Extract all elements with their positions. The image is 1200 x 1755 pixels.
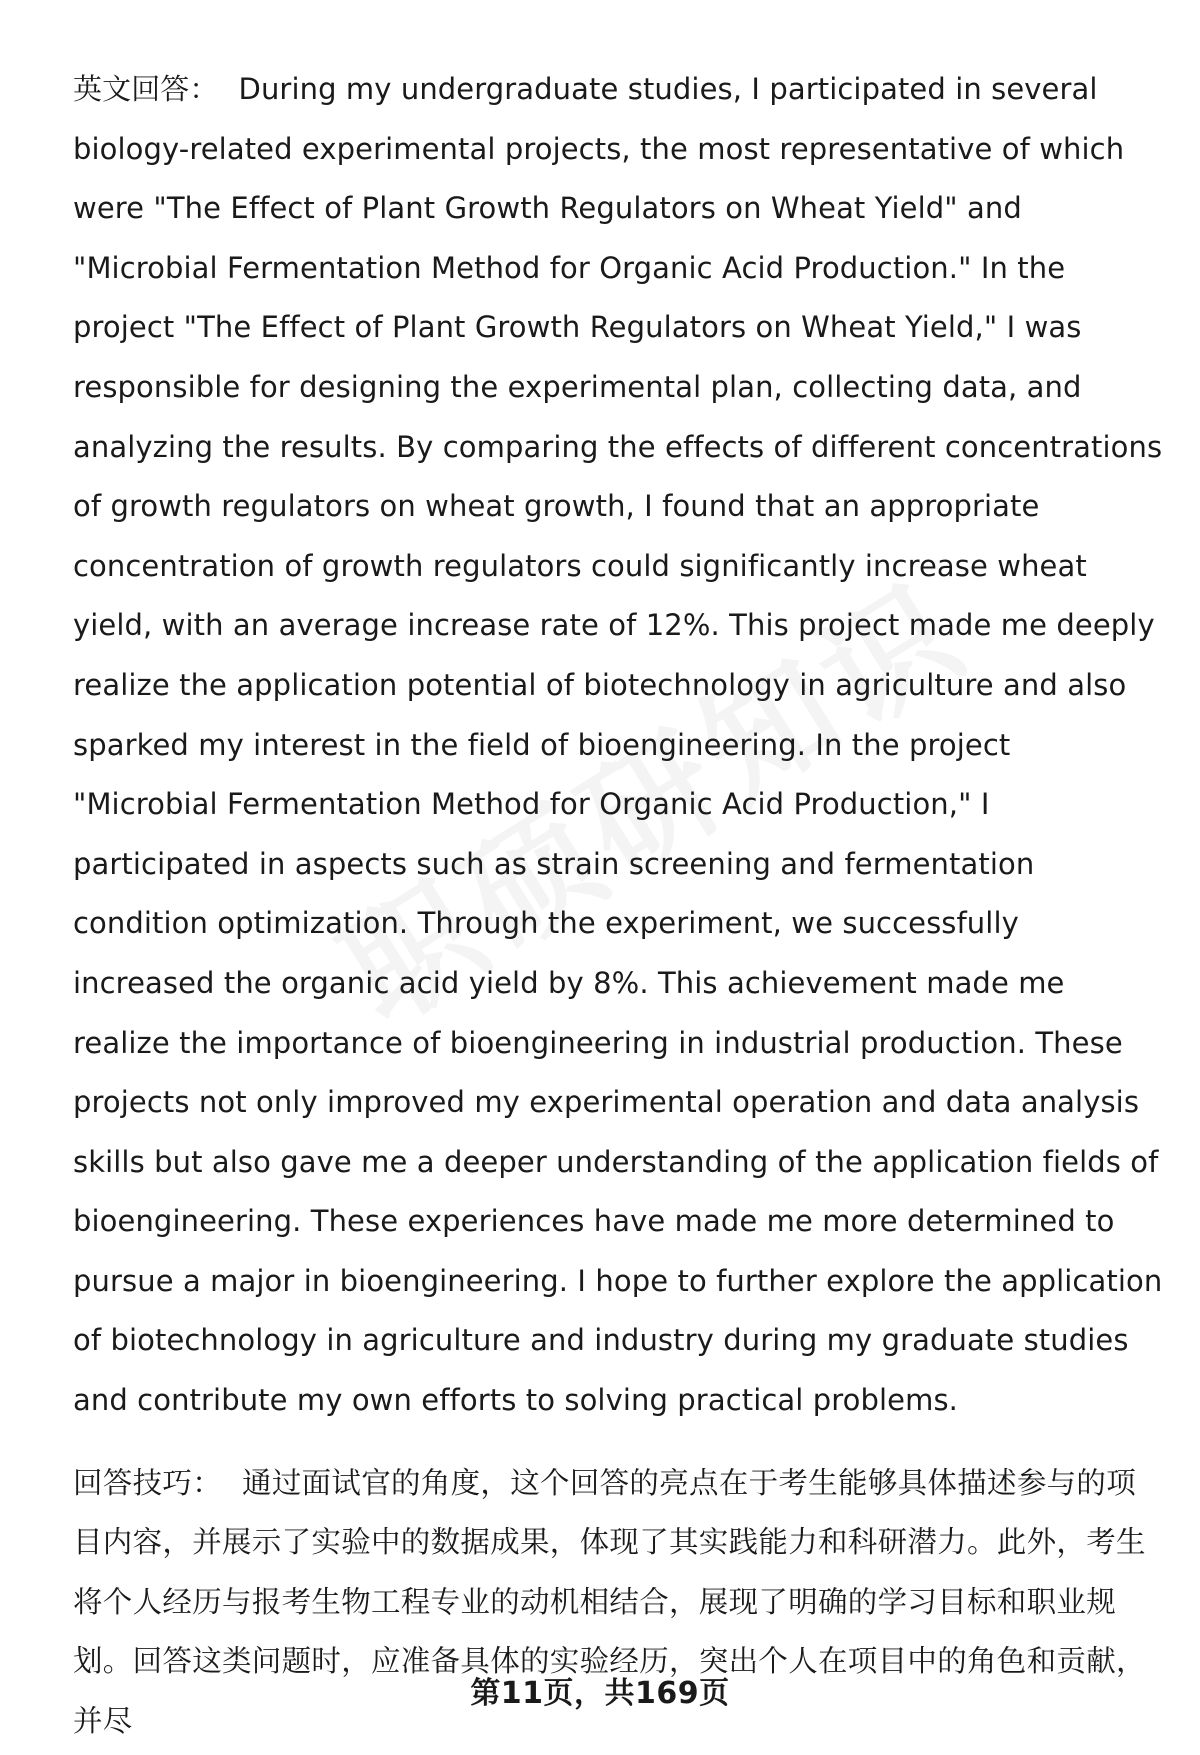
english-answer-paragraph	[73, 60, 1163, 1431]
english-answer-text: During my undergraduate studies, I participated in several biology-related experimental projects, the most representative of which were "The Effect of Plant Growth Regulators on Wheat Yield" and "Microbial Fermentation Method for Organic Acid Production." In the project "The Effect of Plant Growth Regulators on Wheat Yield," I was responsible for designing the experimental plan, collecting data, and analyzing the results. By comparing the effects of different concentrations of growth regulators on wheat growth, I found that an appropriate concentration of growth regulators could significantly increase wheat yield, with an average increase rate of 12%. This project made me deeply realize the application potential of biotechnology in agriculture and also sparked my interest in the field of bioengineering. In the project "Microbial Fermentation Method for Organic Acid Production," I participated in aspects such as strain screening and fermentation condition optimization. Through the experiment, we successfully increased the organic acid yield by 8%. This achievement made me realize the importance of bioengineering in industrial production. These projects not only improved my experimental operation and data analysis skills but also gave me a deeper understanding of the application fields of bioengineering. These experiences have made me more determined to pursue a major in bioengineering. I hope to further explore the application of biotechnology in agriculture and industry during my graduate studies and contribute my own efforts to solving practical problems.	[73, 72, 1163, 1418]
page-number-footer: 第11页，共169页	[470, 1676, 730, 1711]
page-content	[73, 60, 1163, 1752]
english-answer-label: 英文回答：	[73, 72, 219, 106]
answer-tips-text: 通过面试官的角度，这个回答的亮点在于考生能够具体描述参与的项目内容，并展示了实验中的数据成果，体现了其实践能力和科研潜力。此外，考生将个人经历与报考生物工程专业的动机相结合，展现了明确的学习目标和职业规划。回答这类问题时，应准备具体的实验经历，突出个人在项目中的角色和贡献，并尽	[73, 1465, 1146, 1739]
answer-tips-label: 回答技巧：	[73, 1465, 223, 1500]
